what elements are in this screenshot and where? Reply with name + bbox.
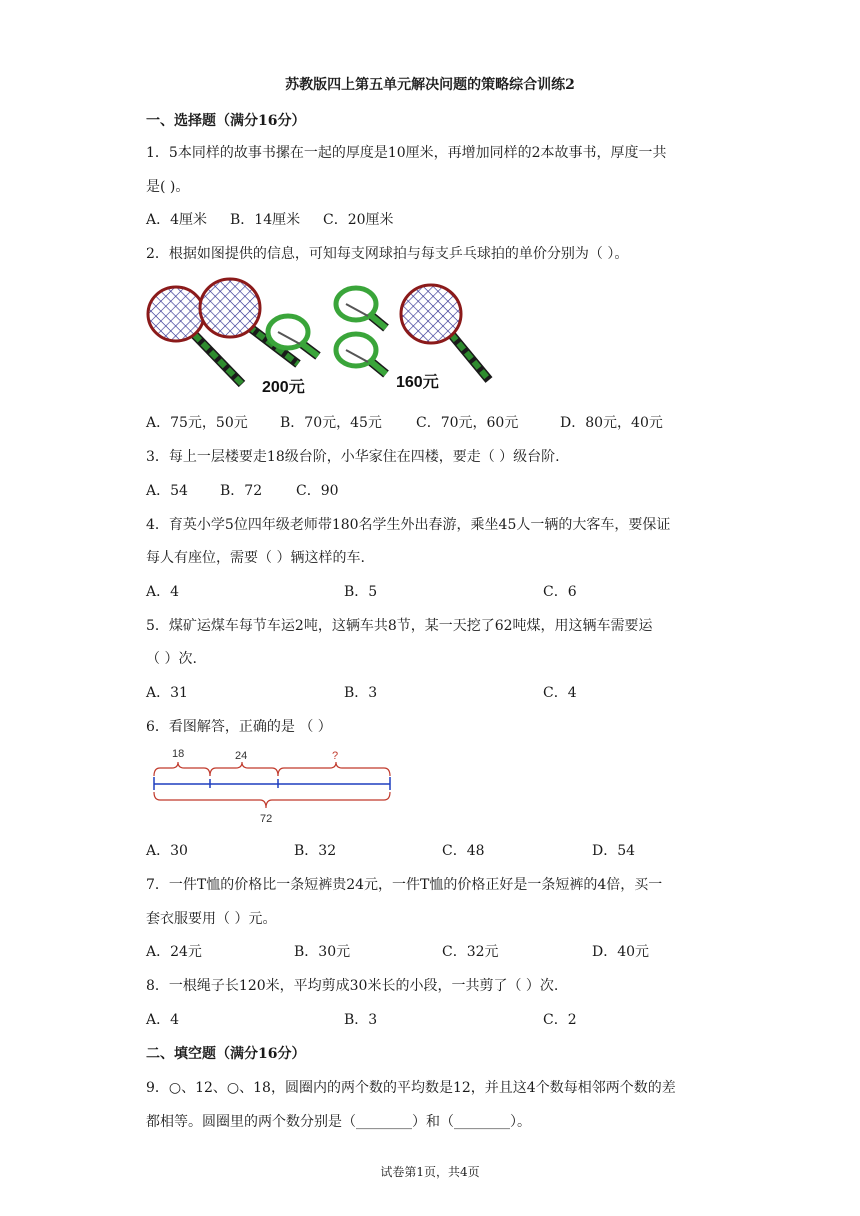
option-a[interactable]: A．30 — [146, 843, 188, 859]
page-footer: 试卷第1页，共4页 — [380, 1165, 480, 1179]
option-c[interactable]: C．2 — [543, 1012, 577, 1028]
option-c[interactable]: C．32元 — [442, 944, 499, 960]
question-4-options — [146, 581, 746, 601]
option-c[interactable]: C．90 — [296, 483, 339, 499]
option-b[interactable]: B．32 — [294, 843, 337, 859]
question-7-line-2: 套衣服要用（ ）元。 — [146, 911, 277, 927]
rackets-illustration — [146, 276, 496, 396]
option-c[interactable]: C．20厘米 — [323, 212, 394, 228]
price-label-1: 200元 — [262, 379, 305, 396]
option-b[interactable]: B．30元 — [294, 944, 351, 960]
question-1-line-2: 是( )。 — [146, 179, 190, 195]
option-b[interactable]: B．5 — [344, 584, 378, 600]
question-3-options — [146, 480, 746, 500]
question-8-line-1: 8．一根绳子长120米，平均剪成30米长的小段，一共剪了（ ）次. — [146, 978, 559, 994]
option-b[interactable]: B．3 — [344, 685, 378, 701]
question-2-line-1: 2．根据如图提供的信息，可知每支网球拍与每支乒乓球拍的单价分别为（ ）。 — [146, 246, 629, 262]
question-2-options — [146, 412, 786, 432]
question-5-options — [146, 682, 746, 702]
option-c[interactable]: C．70元，60元 — [416, 415, 519, 431]
option-a[interactable]: A．4厘米 — [146, 212, 208, 228]
tennis-racket-icon — [401, 285, 489, 380]
price-label-2: 160元 — [396, 374, 439, 391]
option-b[interactable]: B．14厘米 — [230, 212, 301, 228]
ping-pong-paddle-icon — [336, 288, 386, 328]
option-a[interactable]: A．4 — [146, 1012, 180, 1028]
question-6-options — [146, 840, 786, 860]
segment-label-unknown: ? — [332, 750, 339, 762]
option-a[interactable]: A．24元 — [146, 944, 202, 960]
option-d[interactable]: D．80元，40元 — [560, 415, 663, 431]
line-segment-diagram — [146, 742, 406, 826]
question-5-line-2: （ ）次. — [146, 651, 197, 667]
question-9-line-1: 9．○、12、○、18，圆圈内的两个数的平均数是12，并且这4个数每相邻两个数的差 — [146, 1080, 676, 1096]
segment-label-18: 18 — [172, 748, 185, 760]
total-label-72: 72 — [260, 813, 273, 825]
option-a[interactable]: A．75元，50元 — [146, 415, 248, 431]
question-4-line-1: 4．育英小学5位四年级老师带180名学生外出春游，乘坐45人一辆的大客车，要保证 — [146, 517, 671, 533]
section-heading-fill-in: 二、填空题（满分16分） — [146, 1046, 306, 1062]
option-b[interactable]: B．72 — [220, 483, 263, 499]
option-b[interactable]: B．70元，45元 — [280, 415, 382, 431]
option-c[interactable]: C．48 — [442, 843, 485, 859]
option-b[interactable]: B．3 — [344, 1012, 378, 1028]
option-a[interactable]: A．31 — [146, 685, 188, 701]
question-4-line-2: 每人有座位，需要（ ）辆这样的车. — [146, 550, 365, 566]
ping-pong-paddle-icon — [336, 334, 386, 374]
option-d[interactable]: D．54 — [592, 843, 636, 859]
question-8-options — [146, 1009, 746, 1029]
option-a[interactable]: A．4 — [146, 584, 180, 600]
segment-label-24: 24 — [235, 750, 248, 762]
question-3-line-1: 3．每上一层楼要走18级台阶，小华家住在四楼，要走（ ）级台阶. — [146, 449, 560, 465]
question-9-line-2: 都相等。圆圈里的两个数分别是（________）和（________）。 — [146, 1114, 531, 1130]
question-6-line-1: 6．看图解答，正确的是 （ ） — [146, 719, 332, 735]
option-a[interactable]: A．54 — [146, 483, 188, 499]
question-1-options — [146, 209, 746, 229]
question-7-options — [146, 941, 786, 961]
question-7-line-1: 7．一件T恤的价格比一条短裤贵24元，一件T恤的价格正好是一条短裤的4倍，买一 — [146, 877, 663, 893]
option-c[interactable]: C．4 — [543, 685, 577, 701]
option-c[interactable]: C．6 — [543, 584, 577, 600]
question-5-line-1: 5．煤矿运煤车每节车运2吨，这辆车共8节，某一天挖了62吨煤，用这辆车需要运 — [146, 618, 653, 634]
page-title: 苏教版四上第五单元解决问题的策略综合训练2 — [285, 77, 575, 93]
option-d[interactable]: D．40元 — [592, 944, 650, 960]
section-heading-choice: 一、选择题（满分16分） — [146, 113, 306, 129]
question-1-line-1: 1．5本同样的故事书摞在一起的厚度是10厘米，再增加同样的2本故事书，厚度一共 — [146, 145, 667, 161]
